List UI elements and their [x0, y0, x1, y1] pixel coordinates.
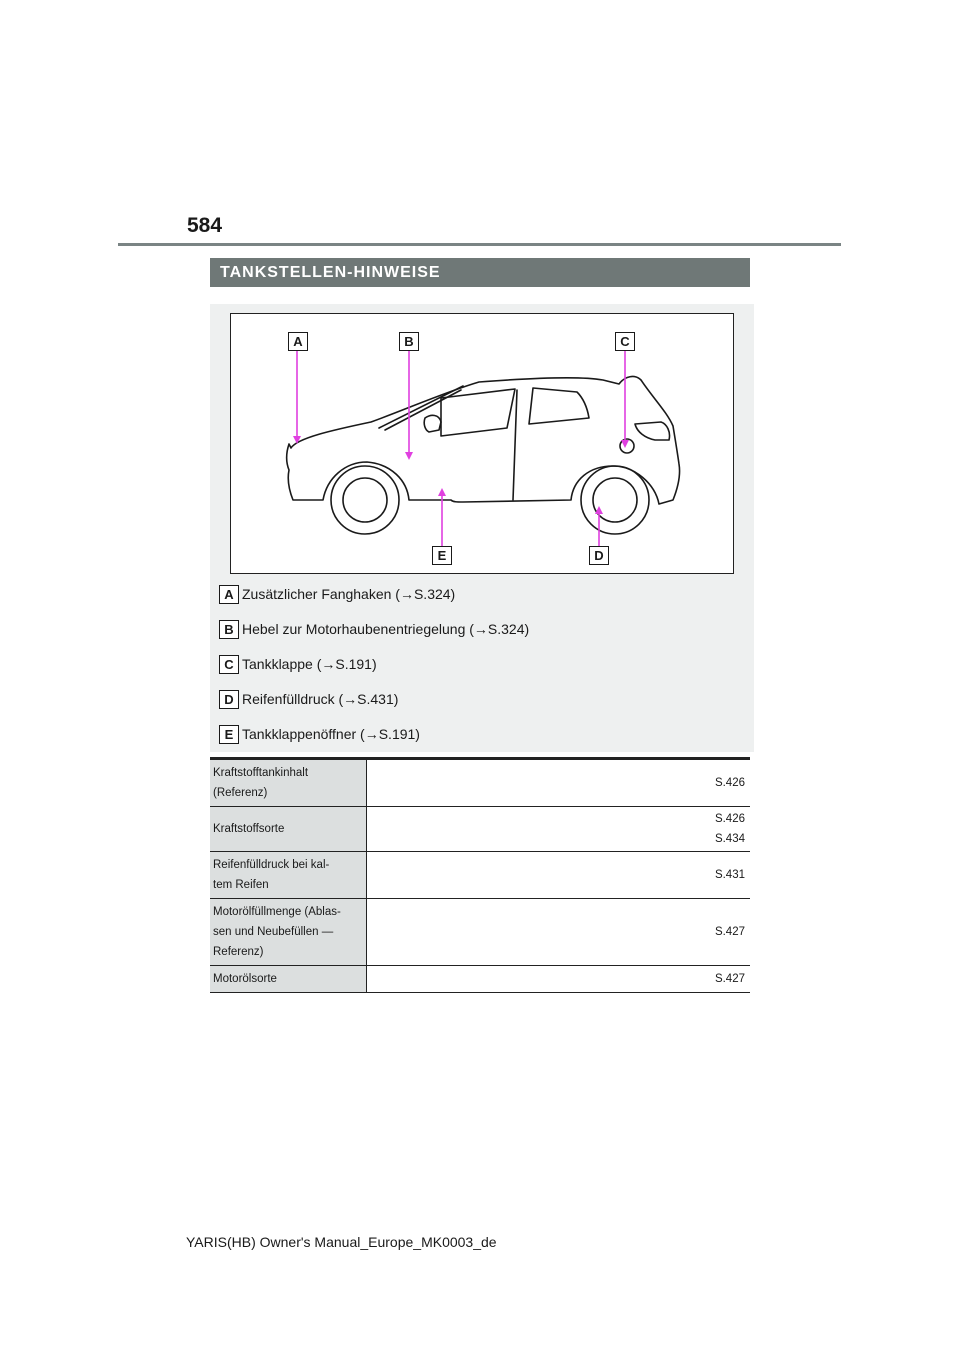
- row-label-line: Kraftstofftankinhalt: [213, 767, 309, 779]
- row-label: [210, 807, 367, 852]
- legend-letter-c: C: [219, 655, 239, 674]
- front-wheel-rim: [343, 478, 387, 522]
- section-title: TANKSTELLEN-HINWEISE: [210, 258, 750, 287]
- legend-text-c: Tankklappe (→S.191): [242, 656, 377, 672]
- car-illustration: [230, 313, 734, 574]
- pointer-head-e: [438, 488, 446, 496]
- row-value: [367, 759, 751, 807]
- table-row: [210, 852, 750, 899]
- front-wheel: [331, 466, 399, 534]
- legend-text-a: Zusätzlicher Fanghaken (→S.324): [242, 586, 456, 602]
- mirror: [424, 415, 441, 432]
- door-seam: [513, 390, 517, 500]
- page-footer: YARIS(HB) Owner's Manual_Europe_MK0003_de: [186, 1234, 497, 1250]
- windshield-line: [379, 386, 463, 428]
- header-rule: [118, 243, 841, 246]
- car-side-view-drawing: [231, 314, 735, 575]
- table-row: [210, 807, 750, 852]
- row-value: [367, 899, 751, 966]
- pointer-head-c: [621, 440, 629, 448]
- row-label-line: Kraftstoffsorte: [213, 823, 285, 835]
- table-row: [210, 899, 750, 966]
- page-reference: S.427: [714, 926, 745, 938]
- legend-text-b: Hebel zur Motorhaubenentriegelung (→S.324): [242, 621, 530, 637]
- page-number: 584: [187, 214, 223, 237]
- callout-b: B: [399, 332, 419, 351]
- car-body-outline: [287, 377, 680, 504]
- row-label: [210, 852, 367, 899]
- row-label-line: Motorölsorte: [213, 973, 277, 985]
- row-label-line: (Referenz): [213, 787, 268, 799]
- callout-a: A: [288, 332, 308, 351]
- rear-window: [529, 388, 589, 424]
- page-reference: S.426: [714, 777, 745, 789]
- pointer-head-b: [405, 452, 413, 460]
- row-label-line: sen und Neubefüllen —: [213, 926, 334, 938]
- legend-letter-e: E: [219, 725, 239, 744]
- callout-c: C: [615, 332, 635, 351]
- legend-text-e: Tankklappenöffner (→S.191): [242, 726, 420, 742]
- table-row: [210, 759, 750, 807]
- row-label-line: Motorölfüllmenge (Ablas-: [213, 906, 341, 918]
- rear-wheel: [581, 466, 649, 534]
- row-value: [367, 852, 751, 899]
- front-window: [441, 389, 515, 436]
- row-value: [367, 966, 751, 993]
- legend-text-d: Reifenfülldruck (→S.431): [242, 691, 399, 707]
- legend-letter-d: D: [219, 690, 239, 709]
- row-value: [367, 807, 751, 852]
- tail-light: [635, 422, 670, 440]
- page-reference: S.431: [714, 869, 745, 881]
- page-reference: S.434: [714, 833, 745, 845]
- callout-d: D: [589, 546, 609, 565]
- legend-letter-a: A: [219, 585, 239, 604]
- legend-letter-b: B: [219, 620, 239, 639]
- row-label-line: Referenz): [213, 946, 264, 958]
- row-label: [210, 759, 367, 807]
- table-row: [210, 966, 750, 993]
- row-label: [210, 899, 367, 966]
- windshield-line-inner: [385, 390, 461, 430]
- row-label-line: Reifenfülldruck bei kal-: [213, 859, 330, 871]
- pointer-head-a: [293, 436, 301, 444]
- page-reference: S.426: [714, 813, 745, 825]
- row-label: [210, 966, 367, 993]
- row-label-line: tem Reifen: [213, 879, 269, 891]
- page-reference: S.427: [714, 973, 745, 985]
- callout-e: E: [432, 546, 452, 565]
- reference-table: [210, 757, 750, 993]
